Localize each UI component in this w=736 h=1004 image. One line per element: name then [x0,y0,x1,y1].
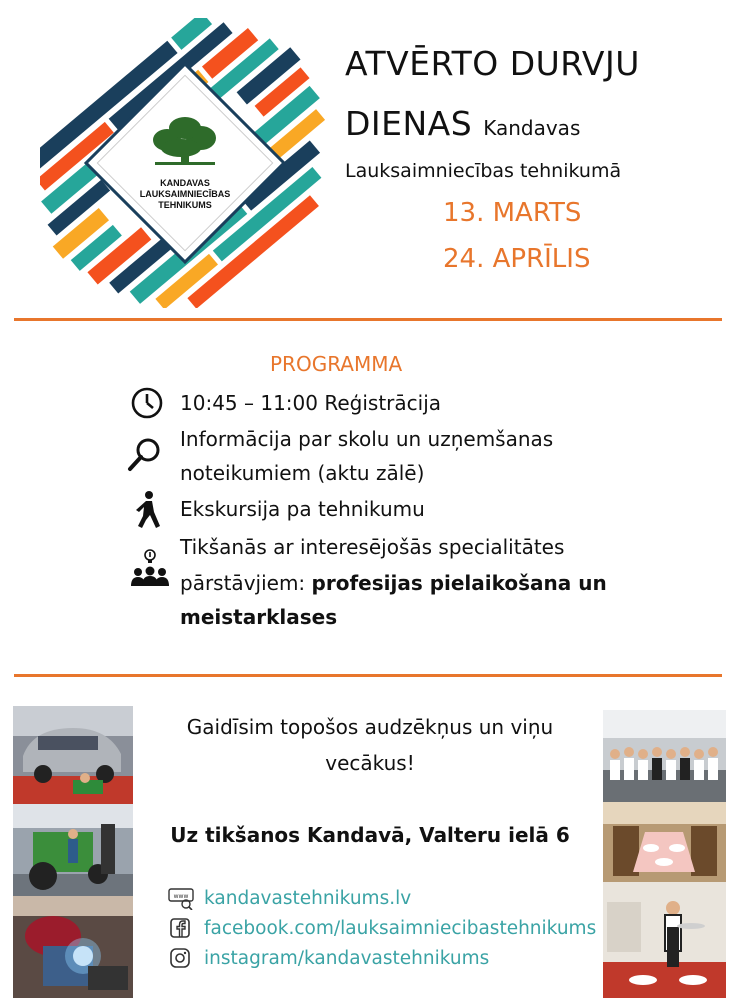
clock-icon [130,386,168,424]
instagram-icon [168,946,192,970]
photo-waiter-service [603,882,726,998]
magnifier-icon [126,436,164,474]
program-item-info-line1: Informācija par skolu un uzņemšanas [180,427,554,451]
website-link[interactable]: kandavastehnikums.lv [204,887,412,909]
program-item-meeting-line3: meistarklases [180,605,338,629]
web-icon [168,886,192,910]
program-item-info-line2: noteikumiem (aktu zālē) [180,461,425,485]
program-item-registration: 10:45 – 11:00 Reģistrācija [180,391,442,415]
walking-person-icon [132,490,170,528]
logo-text-line2: LAUKSAIMNIECĪBAS [139,189,231,199]
meeting-normal-text: pārstāvjiem: [180,571,312,595]
event-title-line1: ATVĒRTO DURVJU [345,44,640,83]
event-subtitle: Lauksaimniecības tehnikumā [345,160,622,182]
link-row-facebook[interactable] [168,914,596,942]
photo-welding [13,896,133,998]
program-item-tour: Ekskursija pa tehnikumu [180,497,425,521]
facebook-icon [168,916,192,940]
address-text: Uz tikšanos Kandavā, Valteru ielā 6 [170,823,570,847]
divider-top [14,318,722,321]
school-logo [40,18,330,308]
welcome-text-line2: vecākus! [325,751,415,775]
link-row-instagram[interactable] [168,944,489,972]
photo-kitchen-team [603,710,726,802]
event-title-dienas: DIENAS [345,104,473,143]
photo-car-workshop [13,706,133,804]
instagram-link[interactable]: instagram/kandavastehnikums [204,947,490,969]
event-date-2: 24. APRĪLIS [443,244,591,274]
meeting-bold-text: profesijas pielaikošana un [311,571,607,595]
link-row-website[interactable] [168,884,411,912]
svg-text:www: www [173,893,189,900]
program-item-meeting-line1: Tikšanās ar interesējošās specialitātes [180,535,565,559]
divider-bottom [14,674,722,677]
facebook-link[interactable]: facebook.com/lauksaimniecibastehnikums [204,917,597,939]
program-item-meeting-line2 [180,566,607,600]
event-title-line2 [345,104,580,143]
event-title-kandavas: Kandavas [483,116,581,140]
program-title: PROGRAMMA [270,352,403,376]
logo-text-line3: TEHNIKUMS [158,200,212,210]
welcome-text-line1: Gaidīsim topošos audzēkņus un viņu [186,715,554,739]
photo-tractor-workshop [13,804,133,896]
photo-table-setting [603,802,726,882]
logo-text-line1: KANDAVAS [160,178,210,188]
event-date-1: 13. MARTS [443,198,582,228]
group-idea-icon [128,548,172,592]
